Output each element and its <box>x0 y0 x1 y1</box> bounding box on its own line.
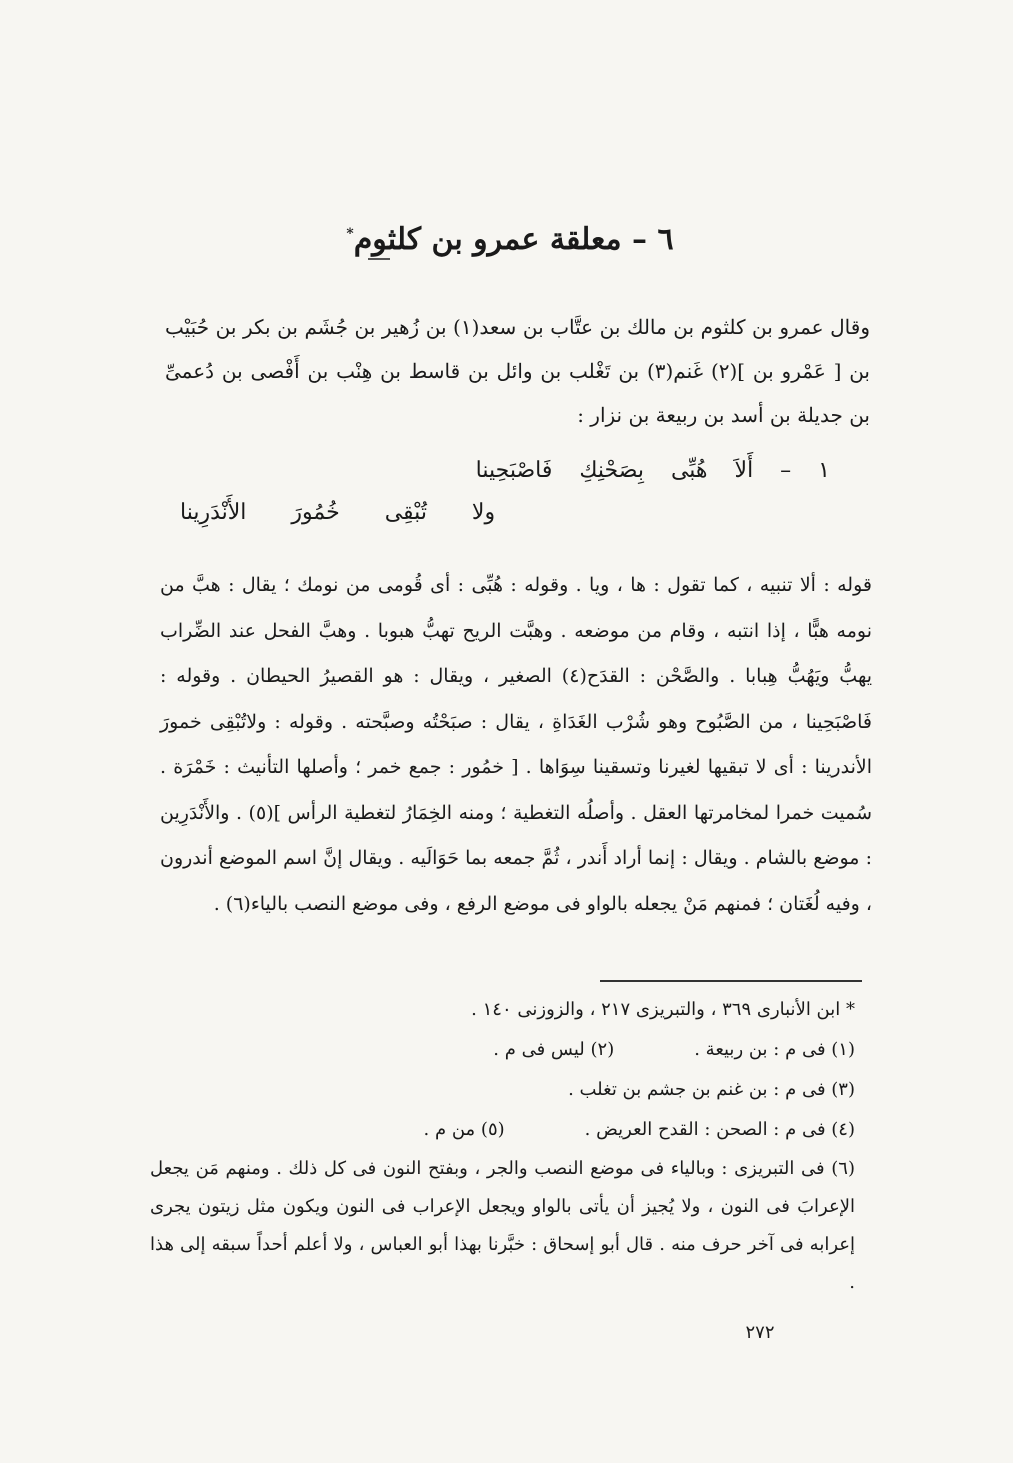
footnote-row-4-5 <box>150 1110 855 1150</box>
footnote-6: (٦) فى التبريزى : وبالياء فى موضع النصب والجر ، وبفتح النون فى كل ذلك . ومنهم مَن يجعل الإعرابَ فى النون ، ولا يُجيز أن يأتى بالواو ويجعل الإعراب فى النون ويكون مثل زيتون يجرى إعرابه فى آخر حرف منه . قال أبو إسحاق : خبَّرنا بهذا أبو العباس ، ولا أعلم أحداً سبقه إلى هذا . <box>150 1158 855 1293</box>
footnote-4: (٤) فى م : الصحن : القدح العريض . <box>584 1119 855 1140</box>
intro-paragraph: وقال عمرو بن كلثوم بن مالك بن عتَّاب بن سعد(١) بن زُهير بن جُشَم بن بكر بن حُبَيْب بن [ عَمْرو بن ](٢) غَنم(٣) بن تَغْلب بن وائل بن قاسط بن هِنْب بن أَفْصى بن دُعمىِّ بن جديلة بن أسد بن ربيعة بن نزار : <box>165 315 871 427</box>
footnote-2: (٢) ليس فى م . <box>493 1039 615 1060</box>
page-title <box>340 222 680 257</box>
footnote-divider <box>600 980 862 982</box>
title-text: ٦ – معلقة عمرو بن كلثوم <box>353 222 674 257</box>
footnote-5: (٥) من م . <box>423 1119 505 1140</box>
footnote-1: (١) فى م : بن ربيعة . <box>694 1039 855 1060</box>
title-dash <box>368 258 390 260</box>
footnotes <box>150 990 855 1302</box>
footnote-row-1-2 <box>150 1030 855 1070</box>
verse-second-hemistich: ولا تُبْقِى خُمُورَ الأَنْدَرِينا <box>180 500 496 525</box>
title-footnote-mark: * <box>346 226 354 242</box>
commentary-paragraph: قوله : ألا تنبيه ، كما تقول : ها ، ويا . وقوله : هُبِّى : أى قُومى من نومك ؛ يقال : هبَّ من نومه هبًّا ، إذا انتبه ، وقام من موضعه . وهبَّت الريح تهبُّ هبوبا . وهبَّ الفحل عند الضِّراب يهبُّ ويَهُبُّ هِبابا . والصَّحْن : القدَح(٤) الصغير ، ويقال : هو القصيرُ الحيطان . وقوله : فَاصْبَحِينا ، من الصَّبُوح وهو شُرْب الغَدَاةِ ، يقال : صبَحْتُه وصبَّحته . وقوله : ولاتُبْقِى خمورَ الأندرينا : أى لا تبقيها لغيرنا وتسقينا سِوَاها . [ خمُور : جمع خمر ؛ وأصلها التأنيث : خَمْرَة . سُميت خمرا لمخامرتها العقل . وأصلُه التغطية ؛ ومنه الخِمَارُ لتغطية الرأس ](٥) . والأَنْدَرِين : موضع بالشام . ويقال : إنما أراد أَندر ، ثُمَّ جمعه بما حَوَالَيه . ويقال إنَّ اسم الموضع أندرون ، وفيه لُغَتان ؛ فمنهم مَنْ يجعله بالواو فى موضع الرفع ، وفى موضع النصب بالياء(٦) . <box>160 574 873 915</box>
footnote-3: (٣) فى م : بن غنم بن جشم بن تغلب . <box>568 1079 855 1100</box>
footnote-sources: * ابن الأنبارى ٣٦٩ ، والتبريزى ٢١٧ ، والزوزنى ١٤٠ . <box>471 999 855 1020</box>
page-number: ٢٧٢ <box>745 1322 775 1343</box>
verse-first-hemistich: ١ – أَلاَ هُبِّى بِصَحْنِكِ فَاصْبَحِينا <box>475 458 830 483</box>
